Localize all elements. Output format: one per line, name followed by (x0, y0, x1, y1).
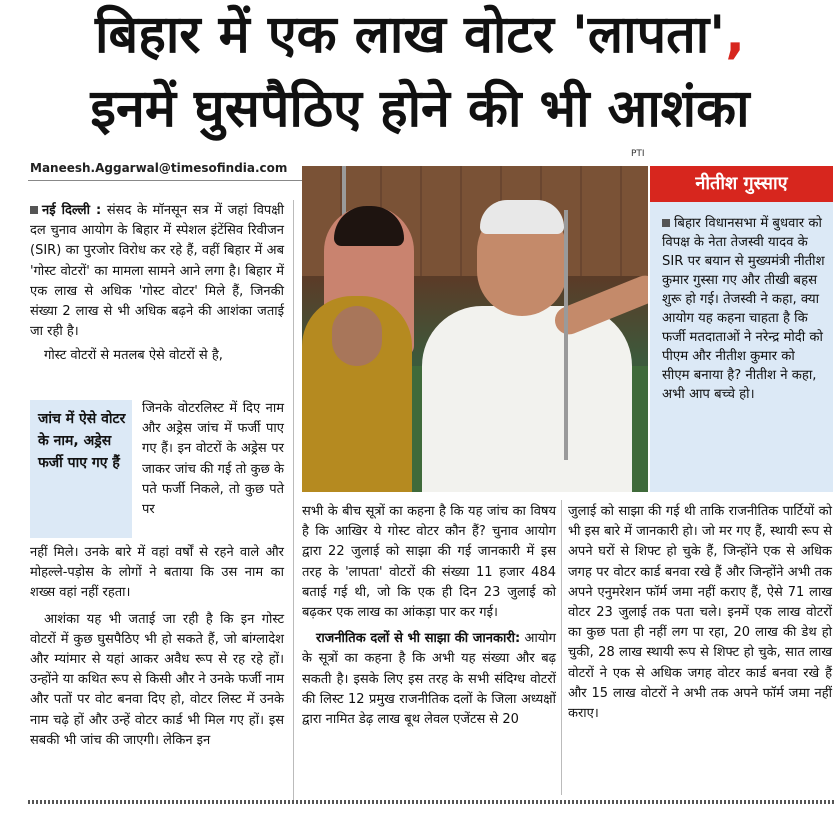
col1-p2-start: गोस्ट वोटरों से मतलब ऐसे वोटरों से है, (44, 348, 223, 364)
col1-p2-wrap: जिनके वोटरलिस्ट में दिए नाम और अड्रेस जांच में फर्जी पाए गए हैं। इन वोटरों के अड्रेस पर जाकर जांच की गई तो कुछ के पते फर्जी निकले, तो कुछ पते पर (142, 401, 284, 518)
sidebar-title: नीतीश गुस्साए (650, 166, 833, 202)
column-1-top (30, 201, 284, 371)
col2-p2: आयोग के सूत्रों का कहना है कि अभी यह संख्या और बढ़ सकती है। इसके लिए इस तरह के सभी संदिग्ध वोटरों की लिस्ट 12 प्रमुख राजनीतिक दलों के जिला अध्यक्षों द्वारा नामित डेढ़ लाख बूथ लेवल एजेंटस से 20 (302, 631, 556, 728)
column-1-lower (30, 543, 284, 757)
column-2 (302, 502, 556, 736)
bullet-icon (662, 219, 670, 227)
pull-quote: जांच में ऐसे वोटर के नाम, अड्रेस फर्जी पाए गए हैं (30, 400, 132, 538)
paragraph (30, 201, 284, 342)
headline-line-1 (0, 2, 840, 68)
sidebar-body: बिहार विधानसभा में बुधवार को विपक्ष के नेता तेजस्वी यादव के SIR पर बयान से मुख्यमंत्री नीतीश कुमार गुस्सा गए और तीखी बहस शुरू हो गई। तेजस्वी ने कहा, क्या आयोग यह कहना चाहता है कि फर्जी मतदाताओं ने नरेन्द्र मोदी को पीएम और नीतीश कुमार को सीएम बनाया है? नीतीश ने कहा, अभी आप बच्चे हो। (662, 216, 825, 402)
col1-p1: संसद के मॉनसून सत्र में जहां विपक्षी दल चुनाव आयोग के बिहार में स्पेशल इंटेंसिव रिवीजन (SIR) का पुरजोर विरोध कर रहे हैं, वहीं बिहार में अब 'गोस्ट वोटरों' का मामला सामने आने लगा है। बिहार में एक लाख से अधिक 'गोस्ट वोटर' मिले हैं, जिनकी संख्या 2 लाख से भी अधिक बढ़ने की आशंका जताई जा रही है। (30, 203, 284, 340)
column-divider (561, 500, 562, 795)
photo-microphone (564, 210, 568, 460)
bottom-rule (28, 800, 834, 804)
bullet-icon (30, 206, 38, 214)
byline[interactable]: Maneesh.Aggarwal@timesofindia.com (30, 161, 288, 175)
headline-line-1-text: बिहार में एक लाख वोटर 'लापता' (95, 5, 726, 65)
col1-p3: आशंका यह भी जताई जा रही है कि इन गोस्ट वोटरों में कुछ घुसपैठिए भी हो सकते हैं, जो बांग्लादेश और म्यांमार से यहां आकर अवैध रूप से रह रहे हों। उन्होंने या कथित रूप से किसी और ने उनके फर्जी नाम और पतों पर वोट बनवा दिए हो, वोटर लिस्ट में उनके नाम चढ़े हों और उन्हें वोटर कार्ड भी मिल गए हों। इस सबकी भी जांच की जाएगी। लेकिन इन (30, 611, 284, 748)
subhead: राजनीतिक दलों से भी साझा की जानकारी: (316, 631, 521, 647)
sidebar-text (662, 214, 826, 404)
headline-line-2: इनमें घुसपैठिए होने की भी आशंका (90, 79, 750, 139)
photo-speaker (422, 196, 632, 492)
col3-p1: जुलाई को साझा की गई थी ताकि राजनीतिक पार्टियों को भी इस बारे में जानकारी हो। जो मर गए हैं, स्थायी रूप से अपने घरों से शिफ्ट हो चुके हैं, जिन्होंने एक से अधिक जगह पर वोटर कार्ड बनवा रखे हैं और जिन्होंने अभी तक अपने एनुमरेशन फॉर्म जमा नहीं कराए हैं, ऐसे 71 लाख वोटर 23 जुलाई तक पता चले। इनमें एक लाख वोटरों का कुछ पता ही नहीं लग पा रहा, 20 लाख की डेथ हो चुकी, 28 लाख स्थायी रूप से शिफ्ट हो चुके, सात लाख वोटरों ने एक से अधिक जगह वोटर कार्ड बनवा रखे हैं और 15 लाख वोटरों ने अभी तक अपने फॉर्म जमा नहीं कराए। (568, 504, 832, 722)
paragraph (302, 629, 556, 730)
photo-person (302, 296, 412, 492)
photo-credit: PTI (631, 149, 645, 159)
column-3 (568, 502, 832, 730)
col1-p2-end: नहीं मिले। उनके बारे में वहां वर्षों से रहने वाले और मोहल्ले-पड़ोस के लोगों ने बताया कि उस नाम का शख्स वहां नहीं रहता। (30, 545, 284, 601)
column-1-wrap (142, 399, 284, 526)
col2-p1: सभी के बीच सूत्रों का कहना है कि यह जांच का विषय है कि आखिर ये गोस्ट वोटर कौन हैं? चुनाव आयोग द्वारा 22 जुलाई को साझा की गई जानकारी में इस तरह के 'लापता' वोटरों की संख्या 11 हजार 484 बताई गई थी, जो कि एक ही दिन 23 जुलाई को बढ़कर एक लाख का आंकड़ा पार कर गई। (302, 504, 556, 621)
headline-comma: , (725, 5, 745, 65)
column-divider (293, 200, 294, 800)
news-photo (302, 166, 648, 492)
dateline: नई दिल्ली : (42, 203, 102, 218)
sidebar-box (650, 166, 833, 492)
